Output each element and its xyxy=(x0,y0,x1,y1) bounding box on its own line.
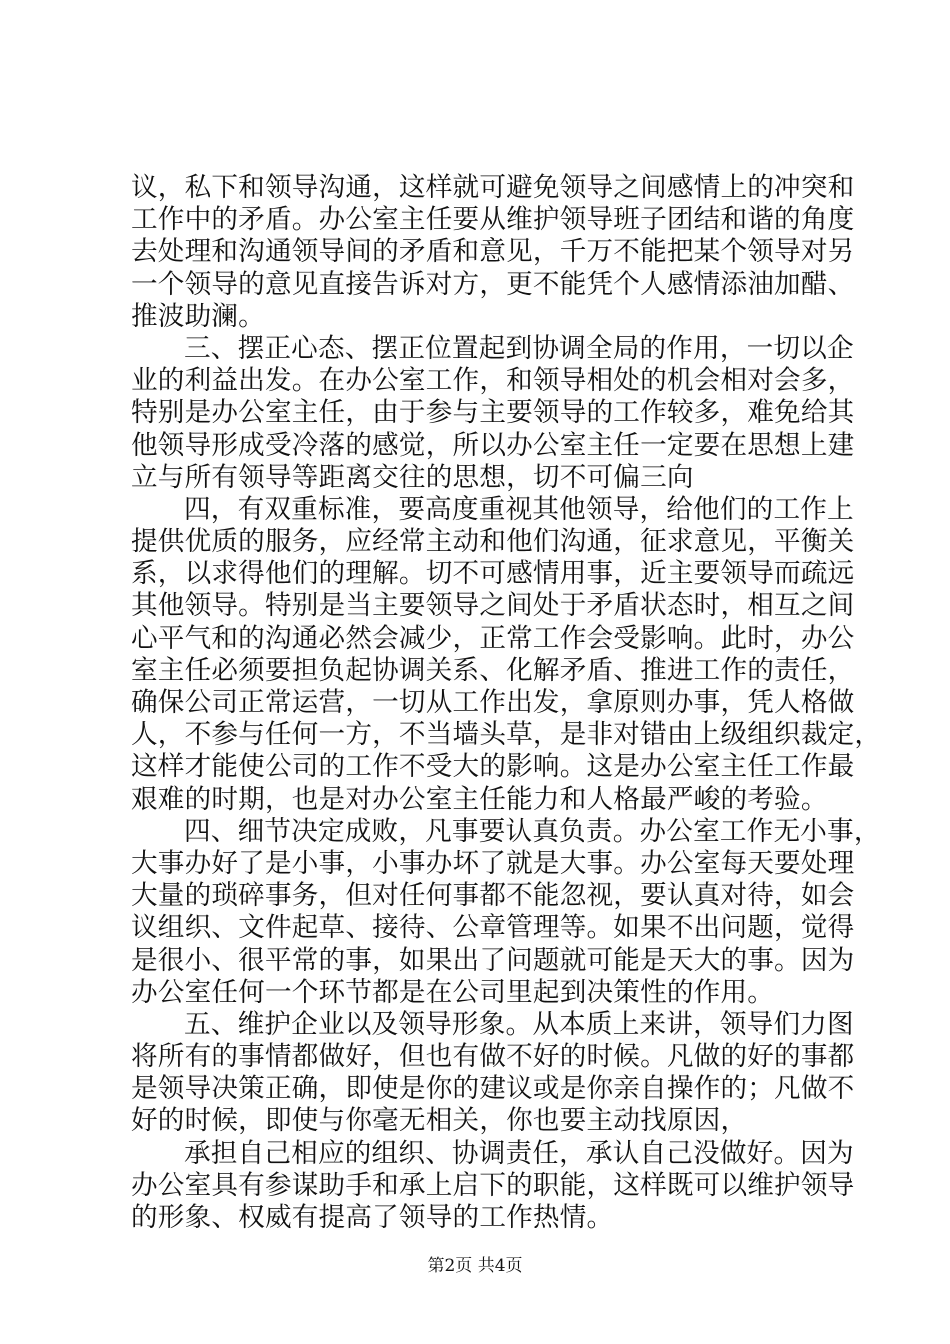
text-line: 议，私下和领导沟通，这样就可避免领导之间感情上的冲突和 xyxy=(131,172,855,203)
text-line: 提供优质的服务，应经常主动和他们沟通，征求意见，平衡关 xyxy=(131,526,855,558)
text-line: 办公室具有参谋助手和承上启下的职能，这样既可以维护领导 xyxy=(131,1169,855,1201)
text-line: 推波助澜。 xyxy=(131,300,265,332)
text-line: 系，以求得他们的理解。切不可感情用事，近主要领导而疏远 xyxy=(131,558,855,590)
paragraph-first-line: 五、维护企业以及领导形象。从本质上来讲，领导们力图 xyxy=(184,1008,854,1040)
text-line: 议组织、文件起草、接待、公章管理等。如果不出问题，觉得 xyxy=(131,912,855,944)
text-line: 大量的琐碎事务，但对任何事都不能忽视，要认真对待，如会 xyxy=(131,880,855,912)
paragraph-first-line: 四、细节决定成败，凡事要认真负责。办公室工作无小事， xyxy=(184,815,881,847)
text-line: 人，不参与任何一方，不当墙头草，是非对错由上级组织裁定， xyxy=(131,719,882,751)
text-line: 他领导形成受冷落的感觉，所以办公室主任一定要在思想上建 xyxy=(131,429,855,461)
text-line: 办公室任何一个环节都是在公司里起到决策性的作用。 xyxy=(131,976,775,1008)
text-line: 工作中的矛盾。办公室主任要从维护领导班子团结和谐的角度 xyxy=(131,204,855,236)
text-line: 大事办好了是小事，小事办坏了就是大事。办公室每天要处理 xyxy=(131,847,855,879)
document-body xyxy=(131,172,882,1234)
text-line: 一个领导的意见直接告诉对方，更不能凭个人感情添油加醋、 xyxy=(131,268,855,300)
text-line: 艰难的时期，也是对办公室主任能力和人格最严峻的考验。 xyxy=(131,783,828,815)
text-line: 是很小、很平常的事，如果出了问题就可能是天大的事。因为 xyxy=(131,944,855,976)
text-line: 的形象、权威有提高了领导的工作热情。 xyxy=(131,1202,614,1233)
text-line: 其他领导。特别是当主要领导之间处于矛盾状态时，相互之间 xyxy=(131,590,855,622)
text-line: 业的利益出发。在办公室工作，和领导相处的机会相对会多， xyxy=(131,365,855,397)
text-line: 心平气和的沟通必然会减少，正常工作会受影响。此时，办公 xyxy=(131,622,855,654)
page-number-footer: 第2页 共4页 xyxy=(427,1256,523,1276)
text-line: 去处理和沟通领导间的矛盾和意见，千万不能把某个领导对另 xyxy=(131,236,855,268)
text-line: 将所有的事情都做好，但也有做不好的时候。凡做的好的事都 xyxy=(131,1041,855,1073)
paragraph-first-line: 承担自己相应的组织、协调责任，承认自己没做好。因为 xyxy=(184,1137,854,1169)
paragraph-first-line: 四，有双重标准，要高度重视其他领导，给他们的工作上 xyxy=(184,493,854,525)
text-line: 这样才能使公司的工作不受大的影响。这是办公室主任工作最 xyxy=(131,751,855,783)
text-line: 立与所有领导等距离交往的思想，切不可偏三向 xyxy=(131,461,694,493)
text-line: 特别是办公室主任，由于参与主要领导的工作较多，难免给其 xyxy=(131,397,855,429)
text-line: 室主任必须要担负起协调关系、化解矛盾、推进工作的责任， xyxy=(131,654,855,686)
text-line: 好的时候，即使与你毫无相关，你也要主动找原因， xyxy=(131,1105,748,1137)
text-line: 是领导决策正确，即使是你的建议或是你亲自操作的；凡做不 xyxy=(131,1073,855,1105)
text-line: 确保公司正常运营，一切从工作出发，拿原则办事，凭人格做 xyxy=(131,687,855,718)
paragraph-first-line: 三、摆正心态、摆正位置起到协调全局的作用，一切以企 xyxy=(184,332,854,364)
